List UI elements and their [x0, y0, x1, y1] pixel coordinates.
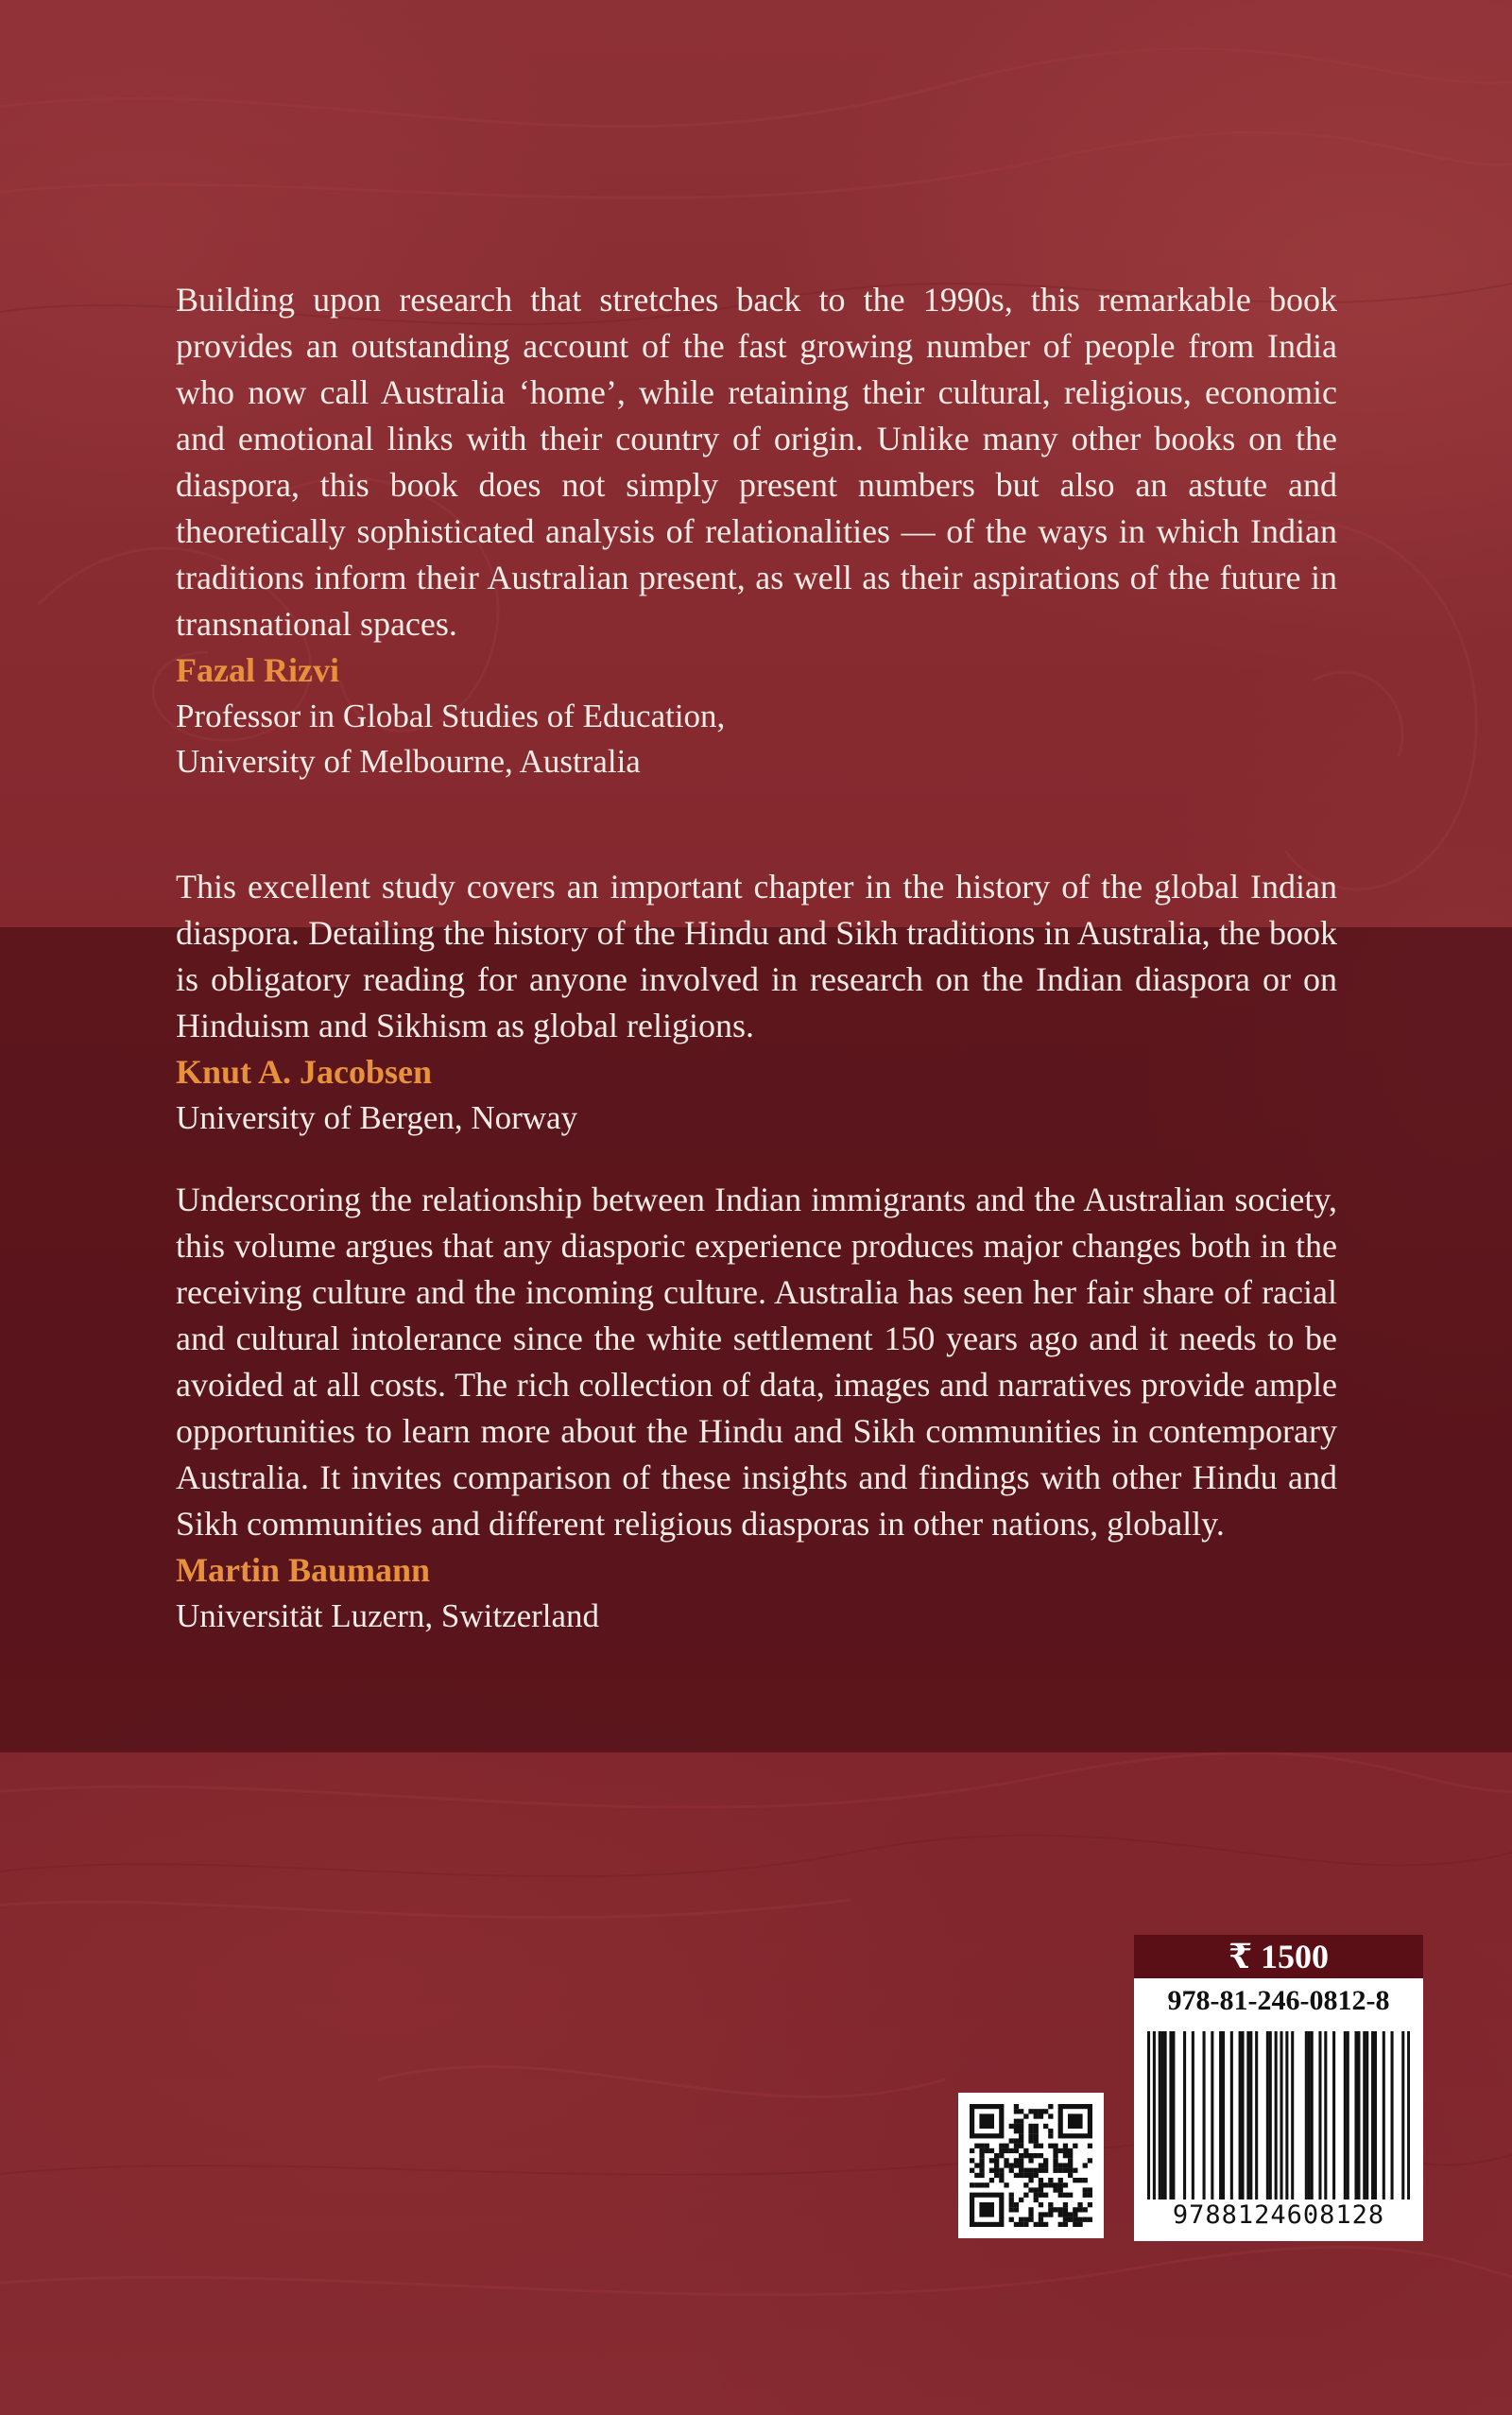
- qr-module: [1048, 2207, 1053, 2212]
- qr-module: [1048, 2144, 1053, 2148]
- qr-module: [1034, 2198, 1039, 2202]
- qr-module: [1043, 2168, 1048, 2173]
- qr-module: [1068, 2193, 1073, 2198]
- barcode-bar: [1230, 2031, 1233, 2199]
- qr-module: [1043, 2182, 1048, 2187]
- qr-module: [1043, 2193, 1048, 2198]
- qr-module: [1023, 2173, 1028, 2178]
- qr-module: [970, 2168, 974, 2173]
- qr-module: [979, 2163, 984, 2167]
- barcode-bar: [1147, 2031, 1150, 2199]
- qr-module: [1014, 2138, 1019, 2143]
- qr-module: [1058, 2178, 1063, 2182]
- qr-module: [1063, 2222, 1068, 2227]
- qr-code: [958, 2093, 1104, 2238]
- qr-module: [1034, 2193, 1039, 2198]
- barcode-bar: [1269, 2031, 1272, 2199]
- qr-module: [985, 2182, 989, 2187]
- qr-module: [999, 2178, 1004, 2182]
- qr-module: [1063, 2153, 1068, 2158]
- qr-module: [1053, 2207, 1057, 2212]
- qr-module: [1073, 2168, 1077, 2173]
- qr-module: [989, 2178, 994, 2182]
- qr-module: [1009, 2168, 1014, 2173]
- qr-module: [1039, 2212, 1043, 2217]
- endorsement-author: Knut A. Jacobsen: [176, 1053, 433, 1091]
- barcode-bar: [1183, 2031, 1186, 2199]
- qr-module: [1028, 2109, 1033, 2113]
- qr-module: [1028, 2129, 1033, 2133]
- qr-module: [1019, 2144, 1023, 2148]
- qr-module: [1039, 2217, 1043, 2222]
- qr-module: [1014, 2148, 1019, 2153]
- qr-module: [1063, 2148, 1068, 2153]
- qr-module: [1043, 2222, 1048, 2227]
- qr-module: [970, 2182, 974, 2187]
- qr-module: [979, 2153, 984, 2158]
- qr-module: [1058, 2187, 1063, 2192]
- qr-module: [1009, 2193, 1014, 2198]
- qr-module: [1019, 2163, 1023, 2167]
- barcode-bar: [1239, 2031, 1242, 2199]
- qr-module: [1058, 2148, 1063, 2153]
- qr-module: [974, 2144, 979, 2148]
- qr-module: [1077, 2178, 1082, 2182]
- barcode-bar: [1344, 2031, 1347, 2199]
- qr-module: [1083, 2178, 1088, 2182]
- endorsement-text: This excellent study covers an important chapter in the history of the global Indian diaspora. Detailing the history of the Hindu and Sikh traditions in Australia, the book is obligatory reading for anyone involved in research on the Indian diaspora or on Hinduism and Sikhism as global religions.: [176, 868, 1337, 1044]
- qr-module: [1028, 2187, 1033, 2192]
- qr-module: [1063, 2217, 1068, 2222]
- qr-module: [970, 2148, 974, 2153]
- endorsement-text: Underscoring the relationship between Indian immigrants and the Australian society, this volume argues that any diasporic experience produces major changes both in the receiving culture and the incoming culture. Australia has seen her fair share of racial and cultural intolerance since the white settlement 150 years ago and it needs to be avoided at all costs. The rich collection of data, images and narratives provide ample opportunities to learn more about the Hindu and Sikh communities in contemporary Australia. It invites comparison of these insights and findings with other Hindu and Sikh communities and different religious diasporas in other nations, globally.: [176, 1181, 1337, 1543]
- qr-module: [1034, 2129, 1039, 2133]
- qr-module: [1019, 2158, 1023, 2163]
- qr-module: [989, 2168, 994, 2173]
- barcode-bar: [1308, 2031, 1311, 2199]
- qr-module: [1034, 2124, 1039, 2129]
- qr-module: [974, 2163, 979, 2167]
- qr-module: [1068, 2173, 1073, 2178]
- qr-module: [1039, 2222, 1043, 2227]
- endorsement-affiliation: University of Melbourne, Australia: [176, 743, 641, 780]
- qr-module: [1073, 2212, 1077, 2217]
- qr-module: [1034, 2113, 1039, 2118]
- qr-module: [1039, 2178, 1043, 2182]
- qr-module: [979, 2158, 984, 2163]
- barcode-bar: [1169, 2031, 1172, 2199]
- qr-module: [1009, 2207, 1014, 2212]
- qr-module: [1014, 2129, 1019, 2133]
- barcode-bar: [1354, 2031, 1357, 2199]
- qr-module: [1014, 2119, 1019, 2124]
- qr-module: [1039, 2163, 1043, 2167]
- qr-module: [1039, 2168, 1043, 2173]
- endorsement-author: Fazal Rizvi: [176, 651, 339, 689]
- qr-module: [999, 2144, 1004, 2148]
- qr-module: [1063, 2207, 1068, 2212]
- qr-module: [1019, 2153, 1023, 2158]
- qr-module: [1063, 2182, 1068, 2187]
- qr-module: [1014, 2207, 1019, 2212]
- qr-module: [1028, 2212, 1033, 2217]
- qr-module: [1077, 2217, 1082, 2222]
- barcode-bar: [1407, 2031, 1410, 2199]
- qr-module: [1034, 2144, 1039, 2148]
- qr-module: [1048, 2133, 1053, 2138]
- barcode-bar: [1161, 2031, 1164, 2199]
- qr-module: [1014, 2124, 1019, 2129]
- qr-module: [1073, 2222, 1077, 2227]
- qr-module: [1028, 2138, 1033, 2143]
- qr-module: [1063, 2212, 1068, 2217]
- barcode-bar: [1249, 2031, 1252, 2199]
- endorsement-attribution: [176, 1049, 1337, 1141]
- qr-module: [1048, 2178, 1053, 2182]
- qr-module: [1023, 2168, 1028, 2173]
- qr-module: [1053, 2158, 1057, 2163]
- barcode-bar: [1285, 2031, 1288, 2199]
- qr-module: [1068, 2212, 1073, 2217]
- qr-module: [999, 2153, 1004, 2158]
- qr-module: [1068, 2158, 1073, 2163]
- qr-module: [1068, 2217, 1073, 2222]
- qr-module: [1004, 2148, 1008, 2153]
- qr-module: [1023, 2217, 1028, 2222]
- qr-module: [1019, 2198, 1023, 2202]
- qr-module: [1034, 2173, 1039, 2178]
- qr-module: [1019, 2133, 1023, 2138]
- qr-module: [999, 2173, 1004, 2178]
- qr-module: [1048, 2129, 1053, 2133]
- barcode-bar: [1153, 2031, 1156, 2199]
- isbn-barcode: [1134, 1978, 1423, 2241]
- qr-module: [1004, 2182, 1008, 2187]
- barcode-bar: [1291, 2031, 1294, 2199]
- qr-module: [974, 2182, 979, 2187]
- barcode-bar: [1219, 2031, 1222, 2199]
- qr-module: [1039, 2182, 1043, 2187]
- qr-module: [1023, 2113, 1028, 2118]
- qr-module: [1088, 2158, 1092, 2163]
- qr-module: [979, 2182, 984, 2187]
- qr-module: [1009, 2217, 1014, 2222]
- qr-module: [994, 2158, 999, 2163]
- qr-module: [994, 2173, 999, 2178]
- barcode-bar: [1172, 2031, 1175, 2199]
- barcode-bar: [1192, 2031, 1194, 2199]
- barcode-bar: [1280, 2031, 1282, 2199]
- qr-module: [1014, 2173, 1019, 2178]
- qr-module: [1009, 2202, 1014, 2207]
- qr-module: [974, 2173, 979, 2178]
- qr-module: [1028, 2173, 1033, 2178]
- qr-module: [1034, 2109, 1039, 2113]
- qr-module: [1058, 2212, 1063, 2217]
- qr-module: [994, 2163, 999, 2167]
- qr-module: [1004, 2158, 1008, 2163]
- qr-module: [1039, 2202, 1043, 2207]
- qr-module: [1083, 2217, 1088, 2222]
- barcode-bar: [1203, 2031, 1206, 2199]
- qr-module: [1014, 2163, 1019, 2167]
- qr-module: [1034, 2168, 1039, 2173]
- qr-module: [1073, 2207, 1077, 2212]
- qr-module: [1028, 2168, 1033, 2173]
- qr-module: [1043, 2163, 1048, 2167]
- qr-module: [1058, 2163, 1063, 2167]
- qr-module: [1039, 2193, 1043, 2198]
- qr-module: [1053, 2187, 1057, 2192]
- qr-module: [1028, 2133, 1033, 2138]
- qr-module: [1077, 2222, 1082, 2227]
- qr-module: [1023, 2182, 1028, 2187]
- barcode-bar: [1391, 2031, 1394, 2199]
- qr-module: [1063, 2163, 1068, 2167]
- qr-module: [1068, 2153, 1073, 2158]
- qr-module: [1068, 2168, 1073, 2173]
- qr-module: [1019, 2109, 1023, 2113]
- qr-module: [1088, 2187, 1092, 2192]
- qr-module: [1004, 2163, 1008, 2167]
- barcode-bar: [1374, 2031, 1377, 2199]
- qr-module: [1063, 2144, 1068, 2148]
- qr-module: [1053, 2148, 1057, 2153]
- endorsement-2: [176, 864, 1337, 1141]
- qr-module: [1053, 2182, 1057, 2187]
- qr-module: [1058, 2222, 1063, 2227]
- qr-module: [1077, 2202, 1082, 2207]
- qr-module: [1028, 2178, 1033, 2182]
- qr-module: [979, 2168, 984, 2173]
- barcode-bar: [1363, 2031, 1366, 2199]
- qr-code-icon: [970, 2104, 1092, 2227]
- qr-module: [979, 2202, 994, 2217]
- qr-module: [1073, 2217, 1077, 2222]
- qr-module: [1019, 2138, 1023, 2143]
- qr-module: [1023, 2193, 1028, 2198]
- qr-module: [1014, 2202, 1019, 2207]
- qr-module: [1028, 2124, 1033, 2129]
- qr-module: [1034, 2222, 1039, 2227]
- qr-module: [1034, 2138, 1039, 2143]
- qr-module: [1019, 2168, 1023, 2173]
- qr-module: [1068, 2148, 1073, 2153]
- endorsement-text: Building upon research that stretches back to the 1990s, this remarkable book provides an outstanding account of the fast growing number of people from India who now call Australia ‘home’, while retaining their cultural, religious, economic and emotional links with their country of origin. Unlike many other books on the diaspora, this book does not simply present numbers but also an astute and theoretically sophisticated analysis of relationalities — of the ways in which Indian traditions inform their Australian present, as well as their aspirations of the future in transnational spaces.: [176, 281, 1337, 643]
- qr-module: [970, 2158, 974, 2163]
- qr-module: [1014, 2109, 1019, 2113]
- endorsement-attribution: [176, 1547, 1337, 1639]
- barcode-bar: [1318, 2031, 1321, 2199]
- qr-module: [1009, 2163, 1014, 2167]
- qr-module: [1048, 2202, 1053, 2207]
- qr-module: [1053, 2153, 1057, 2158]
- qr-module: [1009, 2124, 1014, 2129]
- qr-module: [1028, 2207, 1033, 2212]
- qr-module: [1043, 2109, 1048, 2113]
- qr-module: [979, 2173, 984, 2178]
- qr-module: [994, 2153, 999, 2158]
- qr-module: [1063, 2168, 1068, 2173]
- qr-module: [979, 2148, 984, 2153]
- barcode-bar: [1246, 2031, 1249, 2199]
- isbn-number: 978-81-246-0812-8: [1167, 1985, 1390, 2016]
- qr-module: [1088, 2202, 1092, 2207]
- barcode-digits: 9788124608128: [1172, 2200, 1385, 2230]
- qr-module: [1014, 2222, 1019, 2227]
- qr-module: [1028, 2158, 1033, 2163]
- qr-module: [994, 2168, 999, 2173]
- qr-module: [1019, 2173, 1023, 2178]
- endorsement-affiliation: University of Bergen, Norway: [176, 1099, 578, 1136]
- qr-module: [1068, 2163, 1073, 2167]
- qr-module: [1083, 2187, 1088, 2192]
- barcode-bar: [1266, 2031, 1269, 2199]
- qr-module: [1023, 2153, 1028, 2158]
- endorsement-1: [176, 277, 1337, 785]
- qr-module: [1034, 2133, 1039, 2138]
- qr-module: [1088, 2144, 1092, 2148]
- qr-module: [979, 2144, 984, 2148]
- qr-module: [1088, 2193, 1092, 2198]
- qr-module: [1048, 2182, 1053, 2187]
- qr-module: [1019, 2119, 1023, 2124]
- qr-module: [1063, 2193, 1068, 2198]
- qr-module: [1083, 2193, 1088, 2198]
- barcode-bar: [1371, 2031, 1374, 2199]
- qr-module: [1009, 2138, 1014, 2143]
- qr-module: [1058, 2193, 1063, 2198]
- qr-module: [989, 2148, 994, 2153]
- qr-module: [1014, 2144, 1019, 2148]
- qr-module: [1028, 2217, 1033, 2222]
- qr-module: [1048, 2113, 1053, 2118]
- qr-module: [989, 2158, 994, 2163]
- qr-module: [1039, 2109, 1043, 2113]
- barcode-bar: [1401, 2031, 1404, 2199]
- barcode-bar: [1275, 2031, 1278, 2199]
- qr-module: [1053, 2168, 1057, 2173]
- endorsement-affiliation: Universität Luzern, Switzerland: [176, 1597, 600, 1634]
- qr-module: [1019, 2129, 1023, 2133]
- qr-module: [1004, 2144, 1008, 2148]
- qr-module: [1019, 2222, 1023, 2227]
- barcode-bar: [1159, 2031, 1161, 2199]
- barcode-bar: [1222, 2031, 1225, 2199]
- barcode-bar: [1332, 2031, 1335, 2199]
- barcode-bar: [1255, 2031, 1258, 2199]
- barcode-bar: [1383, 2031, 1385, 2199]
- barcode-bar: [1241, 2031, 1244, 2199]
- barcode-icon: [1147, 2031, 1410, 2199]
- qr-module: [1088, 2217, 1092, 2222]
- qr-module: [1028, 2153, 1033, 2158]
- barcode-bar: [1366, 2031, 1368, 2199]
- qr-module: [1019, 2124, 1023, 2129]
- qr-module: [1014, 2104, 1019, 2109]
- qr-module: [999, 2148, 1004, 2153]
- qr-module: [985, 2144, 989, 2148]
- barcode-bar: [1211, 2031, 1213, 2199]
- qr-module: [1053, 2144, 1057, 2148]
- qr-module: [985, 2148, 989, 2153]
- endorsement-affiliation: Professor in Global Studies of Education,: [176, 698, 726, 734]
- qr-module: [1058, 2182, 1063, 2187]
- qr-module: [1058, 2207, 1063, 2212]
- qr-module: [1039, 2187, 1043, 2192]
- qr-module: [1014, 2158, 1019, 2163]
- barcode-bar: [1324, 2031, 1327, 2199]
- qr-module: [1068, 2113, 1083, 2129]
- qr-module: [1034, 2153, 1039, 2158]
- qr-module: [1009, 2198, 1014, 2202]
- qr-module: [1043, 2212, 1048, 2217]
- barcode-bar: [1357, 2031, 1360, 2199]
- qr-module: [1034, 2187, 1039, 2192]
- qr-module: [1039, 2153, 1043, 2158]
- barcode-bar: [1311, 2031, 1314, 2199]
- qr-module: [1009, 2148, 1014, 2153]
- qr-module: [1048, 2212, 1053, 2217]
- endorsement-author: Martin Baumann: [176, 1551, 431, 1589]
- qr-module: [1043, 2158, 1048, 2163]
- barcode-bar: [1164, 2031, 1167, 2199]
- qr-module: [1023, 2148, 1028, 2153]
- qr-module: [1023, 2222, 1028, 2227]
- price-label: ₹ 1500: [1134, 1935, 1423, 1978]
- qr-module: [1063, 2202, 1068, 2207]
- qr-module: [1077, 2207, 1082, 2212]
- qr-module: [1083, 2163, 1088, 2167]
- qr-module: [1019, 2217, 1023, 2222]
- qr-module: [1053, 2163, 1057, 2167]
- qr-module: [1073, 2178, 1077, 2182]
- qr-module: [1039, 2144, 1043, 2148]
- qr-module: [1083, 2207, 1088, 2212]
- barcode-bar: [1347, 2031, 1349, 2199]
- qr-module: [1073, 2144, 1077, 2148]
- barcode-bar: [1305, 2031, 1308, 2199]
- qr-module: [999, 2168, 1004, 2173]
- endorsement-attribution: [176, 647, 1337, 785]
- qr-module: [1039, 2113, 1043, 2118]
- qr-module: [1043, 2124, 1048, 2129]
- qr-module: [1048, 2104, 1053, 2109]
- qr-module: [1058, 2168, 1063, 2173]
- qr-module: [979, 2113, 994, 2129]
- endorsement-3: [176, 1177, 1337, 1639]
